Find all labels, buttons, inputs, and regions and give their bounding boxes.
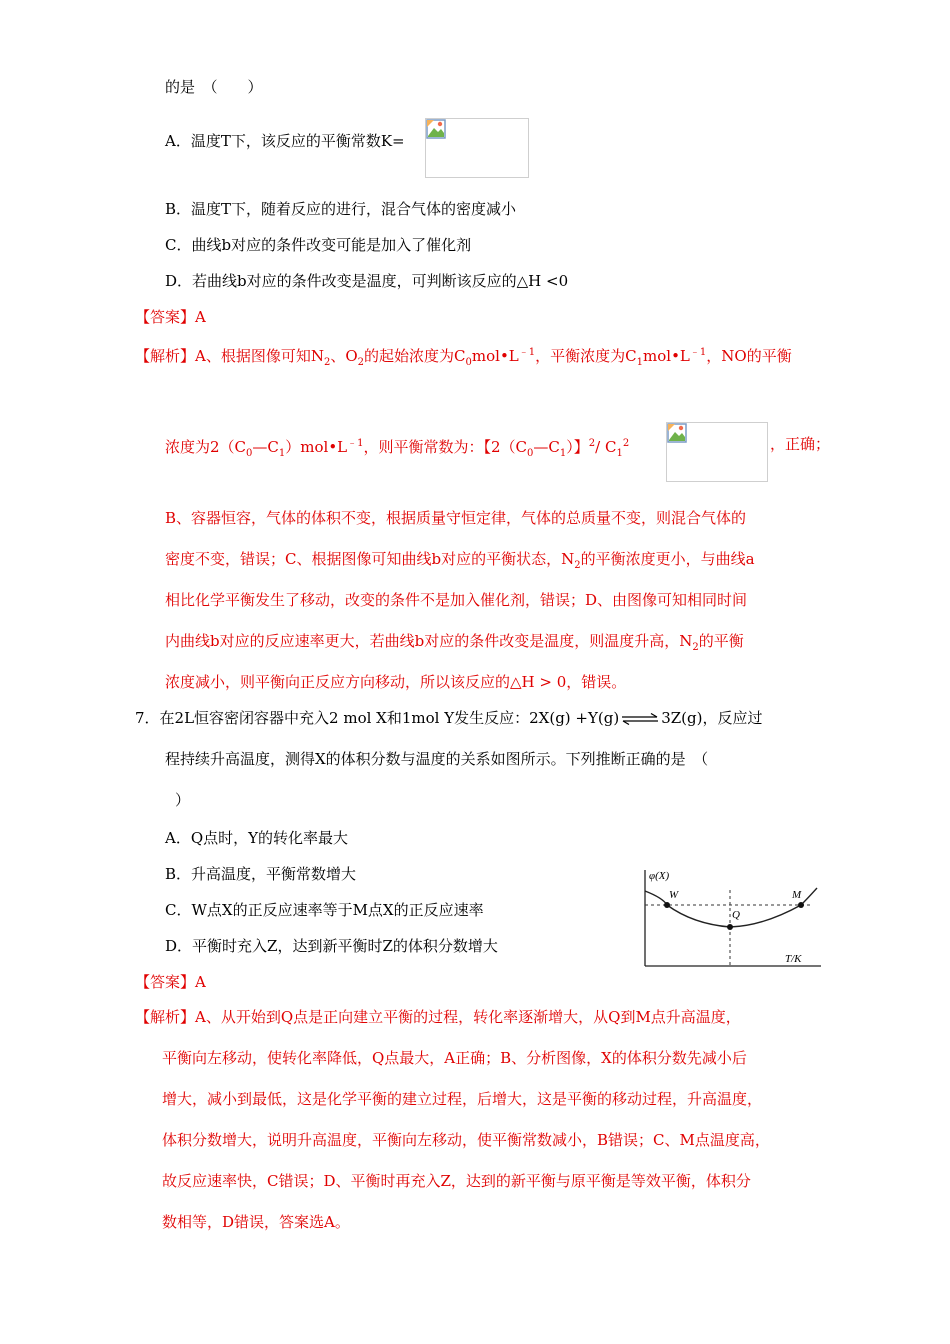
label-w: W [669,889,679,901]
equilibrium-arrow-icon [621,713,659,725]
q6-analysis-line-3: B、容器恒容，气体的体积不变，根据质量守恒定律，气体的总质量不变，则混合气体的 [165,509,747,527]
label-q: Q [732,909,740,921]
text: 的平衡浓度更小，与曲线a [580,550,755,568]
q6-analysis-line-1 [135,343,792,373]
subscript: 0 [246,448,253,459]
subscript: 1 [559,448,567,459]
text: 内曲线b对应的反应速率更大，若曲线b对应的条件改变是温度，则温度升高，N [165,632,693,650]
text: 7．在2L恒容密闭容器中充入2 mol X和1mol Y发生反应：2X(g) +Y(g) [135,709,620,727]
q7-analysis-line-6: 数相等，D错误，答案选A。 [162,1213,350,1231]
text: / C [595,438,617,456]
text: 密度不变，错误；C、根据图像可知曲线b对应的平衡状态，N [165,550,575,568]
answer-tag: 【答案】 [135,308,196,326]
text: 、O [330,347,358,365]
superscript: ﹣1 [689,347,707,358]
text: 的起始浓度为C [364,347,466,365]
q7-analysis-line-2: 平衡向左移动，使转化率降低，Q点最大，A正确；B、分析图像，X的体积分数先减小后 [162,1049,747,1067]
subscript: 2 [323,357,331,368]
subscript: 0 [527,448,534,459]
text: ，则平衡常数为：【2（C [363,438,528,456]
q7-analysis-line-4: 体积分数增大，说明升高温度，平衡向左移动，使平衡常数减小，B错误；C、M点温度高， [162,1131,770,1149]
text: 浓度为2（C [165,438,247,456]
subscript: 0 [465,357,472,368]
point-w [664,902,670,908]
q7-analysis-line-1 [135,1007,741,1027]
superscript: 2 [622,438,630,449]
q6-option-a: A．温度T下，该反应的平衡常数K= [165,132,405,150]
text: —C [533,438,560,456]
broken-image-icon [426,119,446,139]
equation-image-placeholder [425,118,529,178]
q7-analysis-line-5: 故反应速率快，C错误；D、平衡时再充入Z，达到的新平衡与原平衡是等效平衡，体积分 [162,1172,751,1190]
q6-analysis-line-2 [165,434,629,464]
q6-analysis-line-7: 浓度减小，则平衡向正反应方向移动，所以该反应的△H > 0，错误。 [165,673,627,691]
q6-analysis-line-2-end: ，正确； [770,435,831,453]
q7-stem-line-1 [135,708,762,728]
q6-option-b: B．温度T下，随着反应的进行，混合气体的密度减小 [165,200,517,218]
q7-answer [135,972,206,992]
q7-stem-line-2: 程持续升高温度，测得X的体积分数与温度的关系如图所示。下列推断正确的是 （ [165,750,709,768]
text: 3Z(g)，反应过 [661,709,763,727]
q6-stem-tail: 的是 （ ） [165,78,263,96]
answer-tag: 【答案】 [135,973,196,991]
q7-stem-line-3: ） [175,791,191,809]
x-axis-label: T/K [785,953,802,965]
q7-option-c: C．W点X的正反应速率等于M点X的正反应速率 [165,901,484,919]
q6-answer [135,307,206,327]
q7-option-a: A．Q点时，Y的转化率最大 [165,829,349,847]
text: —C [252,438,279,456]
equation-image-placeholder-2 [666,422,768,482]
answer-value: A [195,973,206,991]
subscript: 2 [574,560,581,571]
subscript: 2 [357,357,365,368]
text: 的平衡 [698,632,744,650]
answer-value: A [195,308,206,326]
analysis-tag: 【解析】 [135,1008,196,1026]
text: ，平衡浓度为C [535,347,637,365]
y-axis-label: φ(X) [649,870,670,882]
text: ，NO的平衡 [706,347,792,365]
q6-option-d: D．若曲线b对应的条件改变是温度，可判断该反应的△H <0 [165,272,569,290]
text: mol•L [643,347,690,365]
superscript: ﹣1 [347,438,364,449]
text: A、从开始到Q点是正向建立平衡的过程，转化率逐渐增大，从Q到M点升高温度， [195,1008,741,1026]
volume-fraction-temperature-figure [633,858,825,970]
text: mol•L [471,347,519,365]
q6-analysis-line-6 [165,631,744,658]
subscript: 1 [636,357,644,368]
q7-option-b: B．升高温度，平衡常数增大 [165,865,357,883]
subscript: 1 [616,448,623,459]
text: ）】 [566,438,589,456]
q6-analysis-line-5: 相比化学平衡发生了移动，改变的条件不是加入催化剂，错误；D、由图像可知相同时间 [165,591,748,609]
q7-analysis-line-3: 增大，减小到最低，这是化学平衡的建立过程，后增大，这是平衡的移动过程，升高温度， [162,1090,763,1108]
analysis-tag: 【解析】 [135,347,196,365]
point-m [798,902,804,908]
subscript: 1 [278,448,286,459]
text: A、根据图像可知N [195,347,324,365]
q6-option-c: C．曲线b对应的条件改变可能是加入了催化剂 [165,236,472,254]
q6-analysis-line-4 [165,549,755,576]
superscript: ﹣1 [518,347,536,358]
label-m: M [792,889,802,901]
text: ）mol•L [285,438,348,456]
broken-image-icon [667,423,687,443]
subscript: 2 [692,642,699,653]
q7-option-d: D．平衡时充入Z，达到新平衡时Z的体积分数增大 [165,937,498,955]
superscript: 2 [588,438,596,449]
point-q [727,924,733,930]
